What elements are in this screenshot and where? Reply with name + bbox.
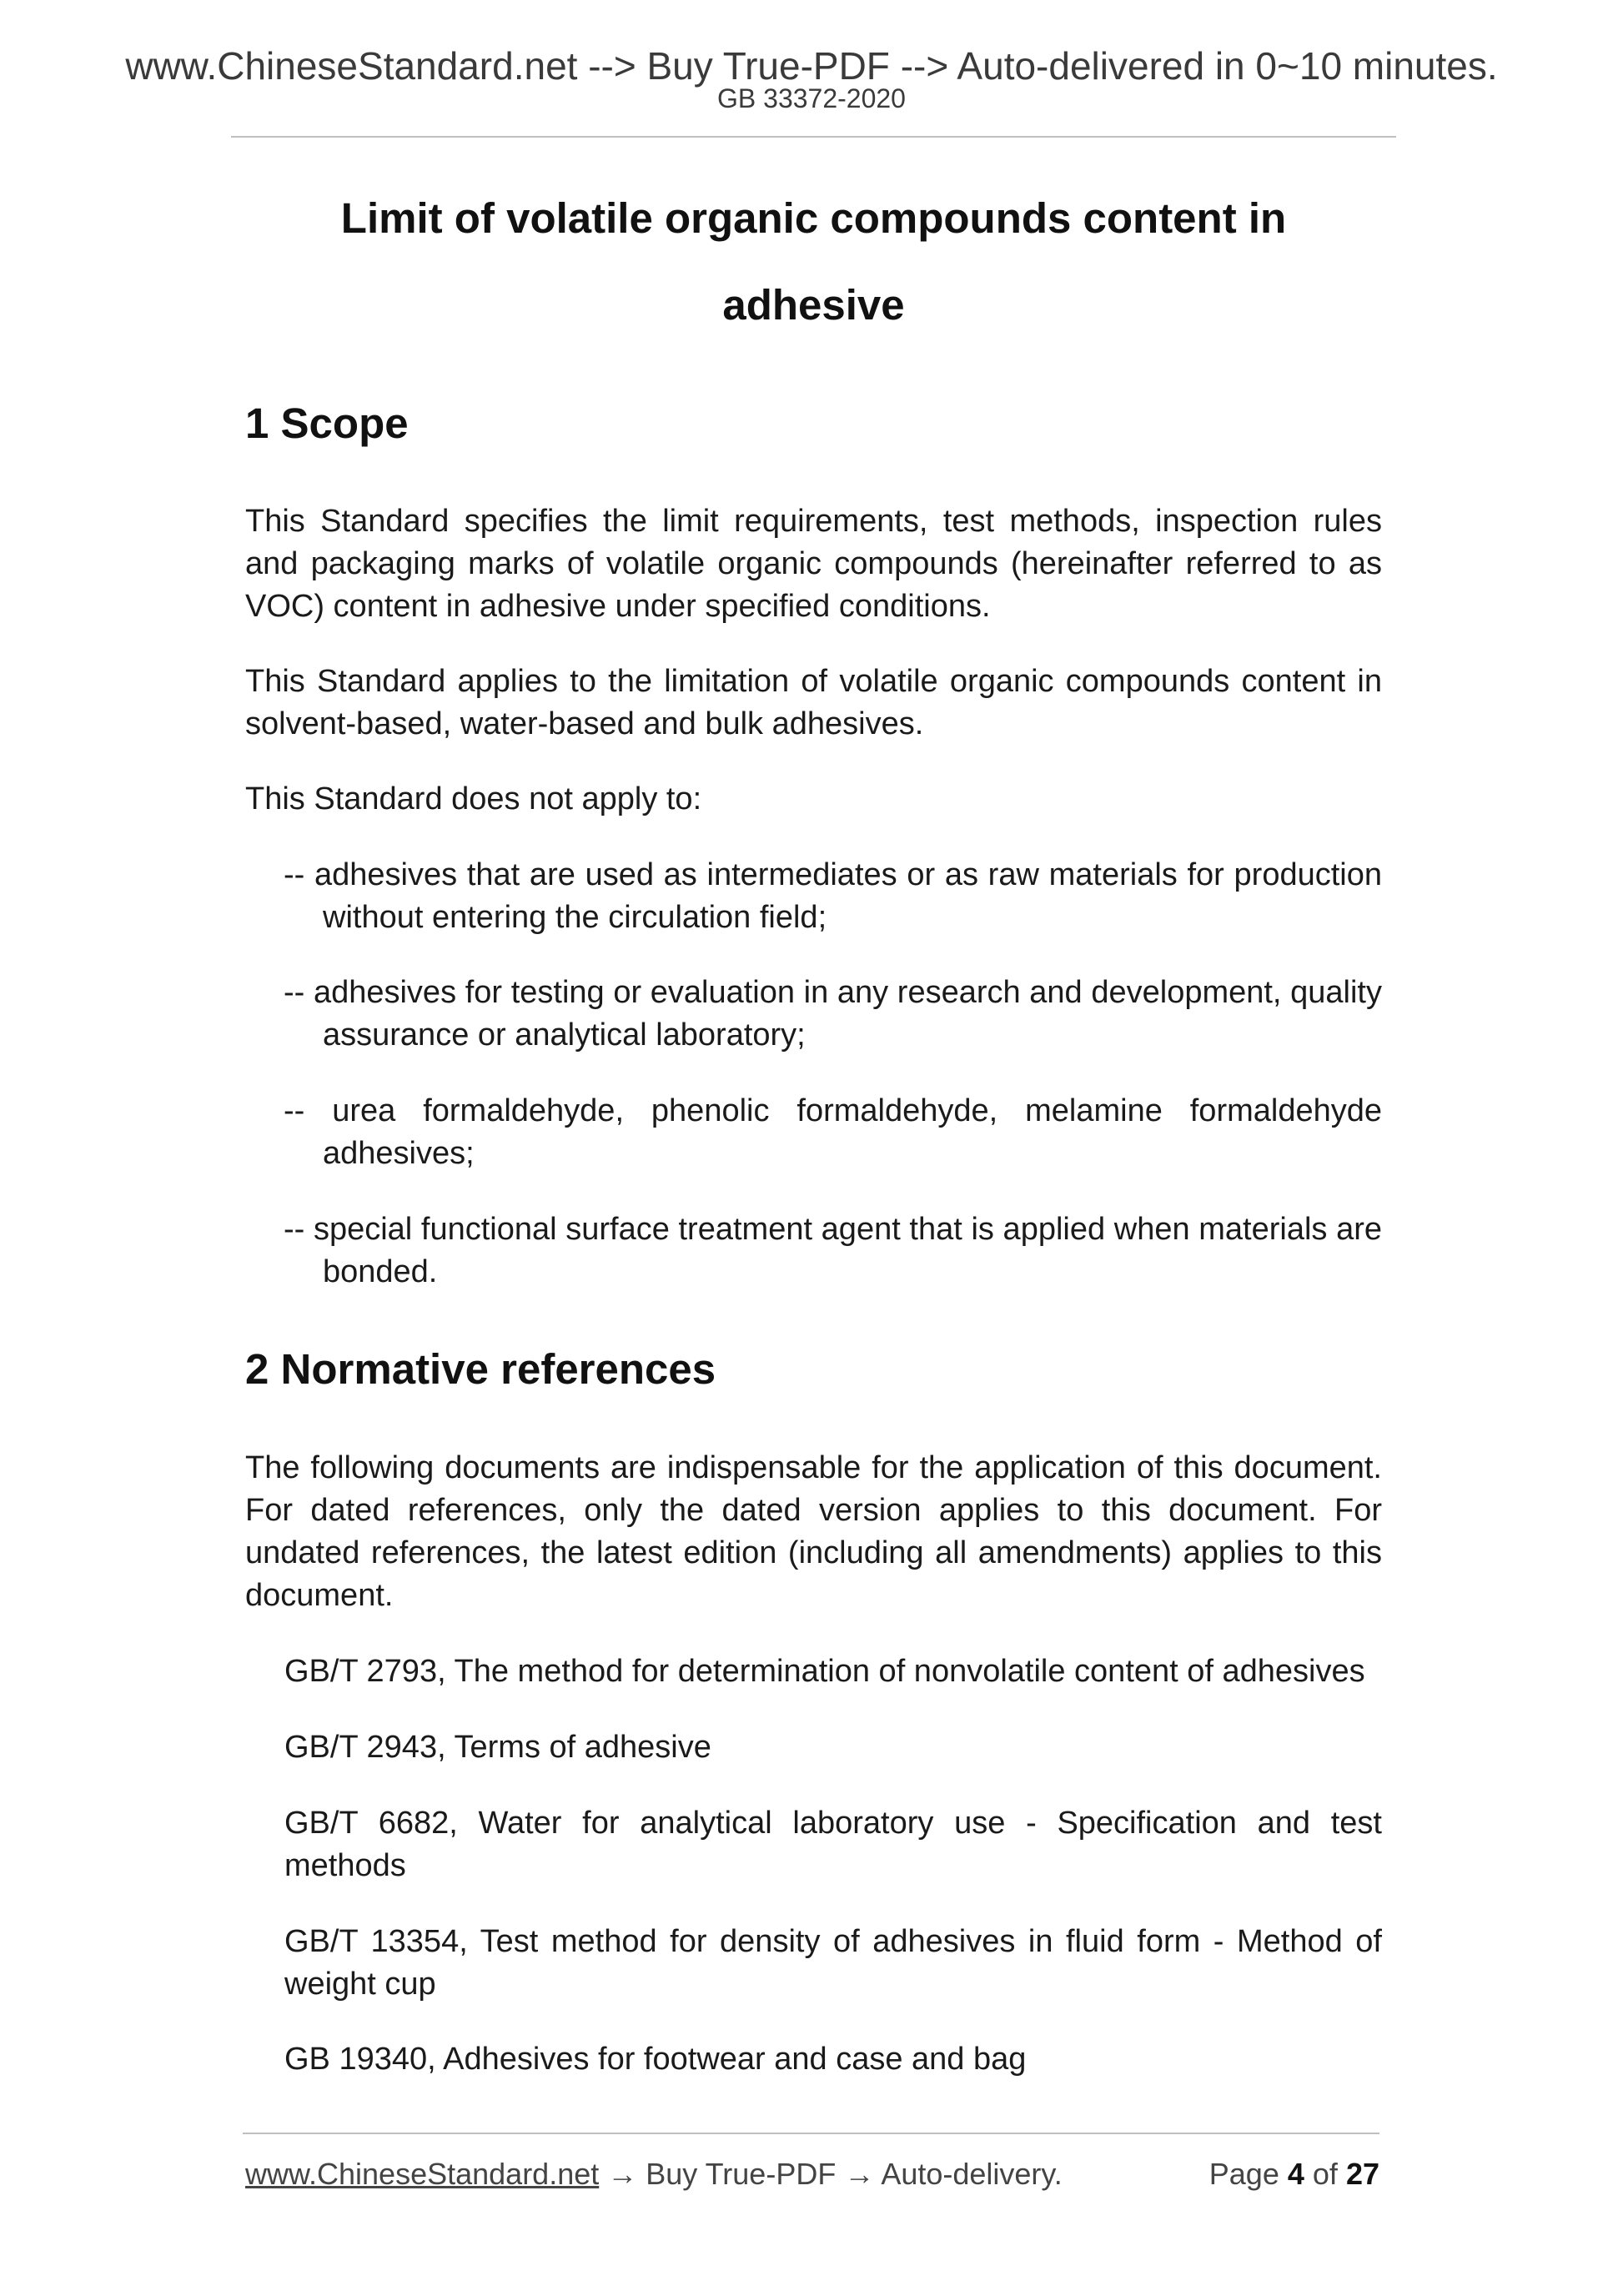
- exclusion-item: -- urea formaldehyde, phenolic formaldehyde, melamine formaldehyde adhesives;: [284, 1093, 1382, 1171]
- page-footer: [245, 2156, 1379, 2193]
- scope-paragraph-1: This Standard specifies the limit requirements, test methods, inspection rules and packaging marks of volatile organic compounds (hereinafter referred to as VOC) content in adhesive under specified conditions.: [245, 504, 1382, 624]
- references-intro: The following documents are indispensable for the application of this document. For dated references, only the dated version applies to this document. For undated references, the latest edition (including all amendments) applies to this document.: [245, 1450, 1382, 1613]
- page-of-label: of: [1312, 2157, 1338, 2191]
- scope-paragraph-3: This Standard does not apply to:: [245, 781, 702, 816]
- header-banner: www.ChineseStandard.net --> Buy True-PDF --> Auto-delivered in 0~10 minutes.: [125, 44, 1498, 88]
- section-1-heading: 1 Scope: [245, 399, 409, 447]
- header-divider: [231, 136, 1396, 138]
- footer-tagline: → Buy True-PDF → Auto-delivery.: [599, 2157, 1063, 2191]
- exclusion-item: -- adhesives for testing or evaluation in any research and development, quality assurance or analytical laboratory;: [284, 975, 1382, 1053]
- page-label: Page: [1208, 2157, 1279, 2191]
- page-current: 4: [1287, 2157, 1304, 2191]
- reference-item: GB/T 6682, Water for analytical laboratory use - Specification and test methods: [284, 1806, 1382, 1883]
- footer-divider: [243, 2133, 1379, 2134]
- reference-item: GB/T 13354, Test method for density of adhesives in fluid form - Method of weight cup: [284, 1924, 1382, 2002]
- document-title-line-1: Limit of volatile organic compounds content in: [340, 194, 1287, 242]
- reference-item: GB/T 2793, The method for determination of nonvolatile content of adhesives: [284, 1654, 1365, 1689]
- footer-website-link[interactable]: www.ChineseStandard.net: [245, 2157, 600, 2191]
- page-indicator: [1209, 2156, 1379, 2193]
- reference-item: GB/T 2943, Terms of adhesive: [284, 1730, 711, 1765]
- section-2-heading: 2 Normative references: [245, 1345, 716, 1393]
- exclusion-item: -- special functional surface treatment agent that is applied when materials are bonded.: [284, 1212, 1382, 1289]
- document-title-line-2: adhesive: [722, 281, 905, 329]
- scope-paragraph-2: This Standard applies to the limitation of volatile organic compounds content in solvent-based, water-based and bulk adhesives.: [245, 664, 1382, 741]
- page-total: 27: [1345, 2157, 1379, 2191]
- exclusion-item: -- adhesives that are used as intermediates or as raw materials for production without entering the circulation field;: [284, 857, 1382, 935]
- reference-item: GB 19340, Adhesives for footwear and case and bag: [284, 2042, 1027, 2077]
- document-number: GB 33372-2020: [717, 83, 906, 113]
